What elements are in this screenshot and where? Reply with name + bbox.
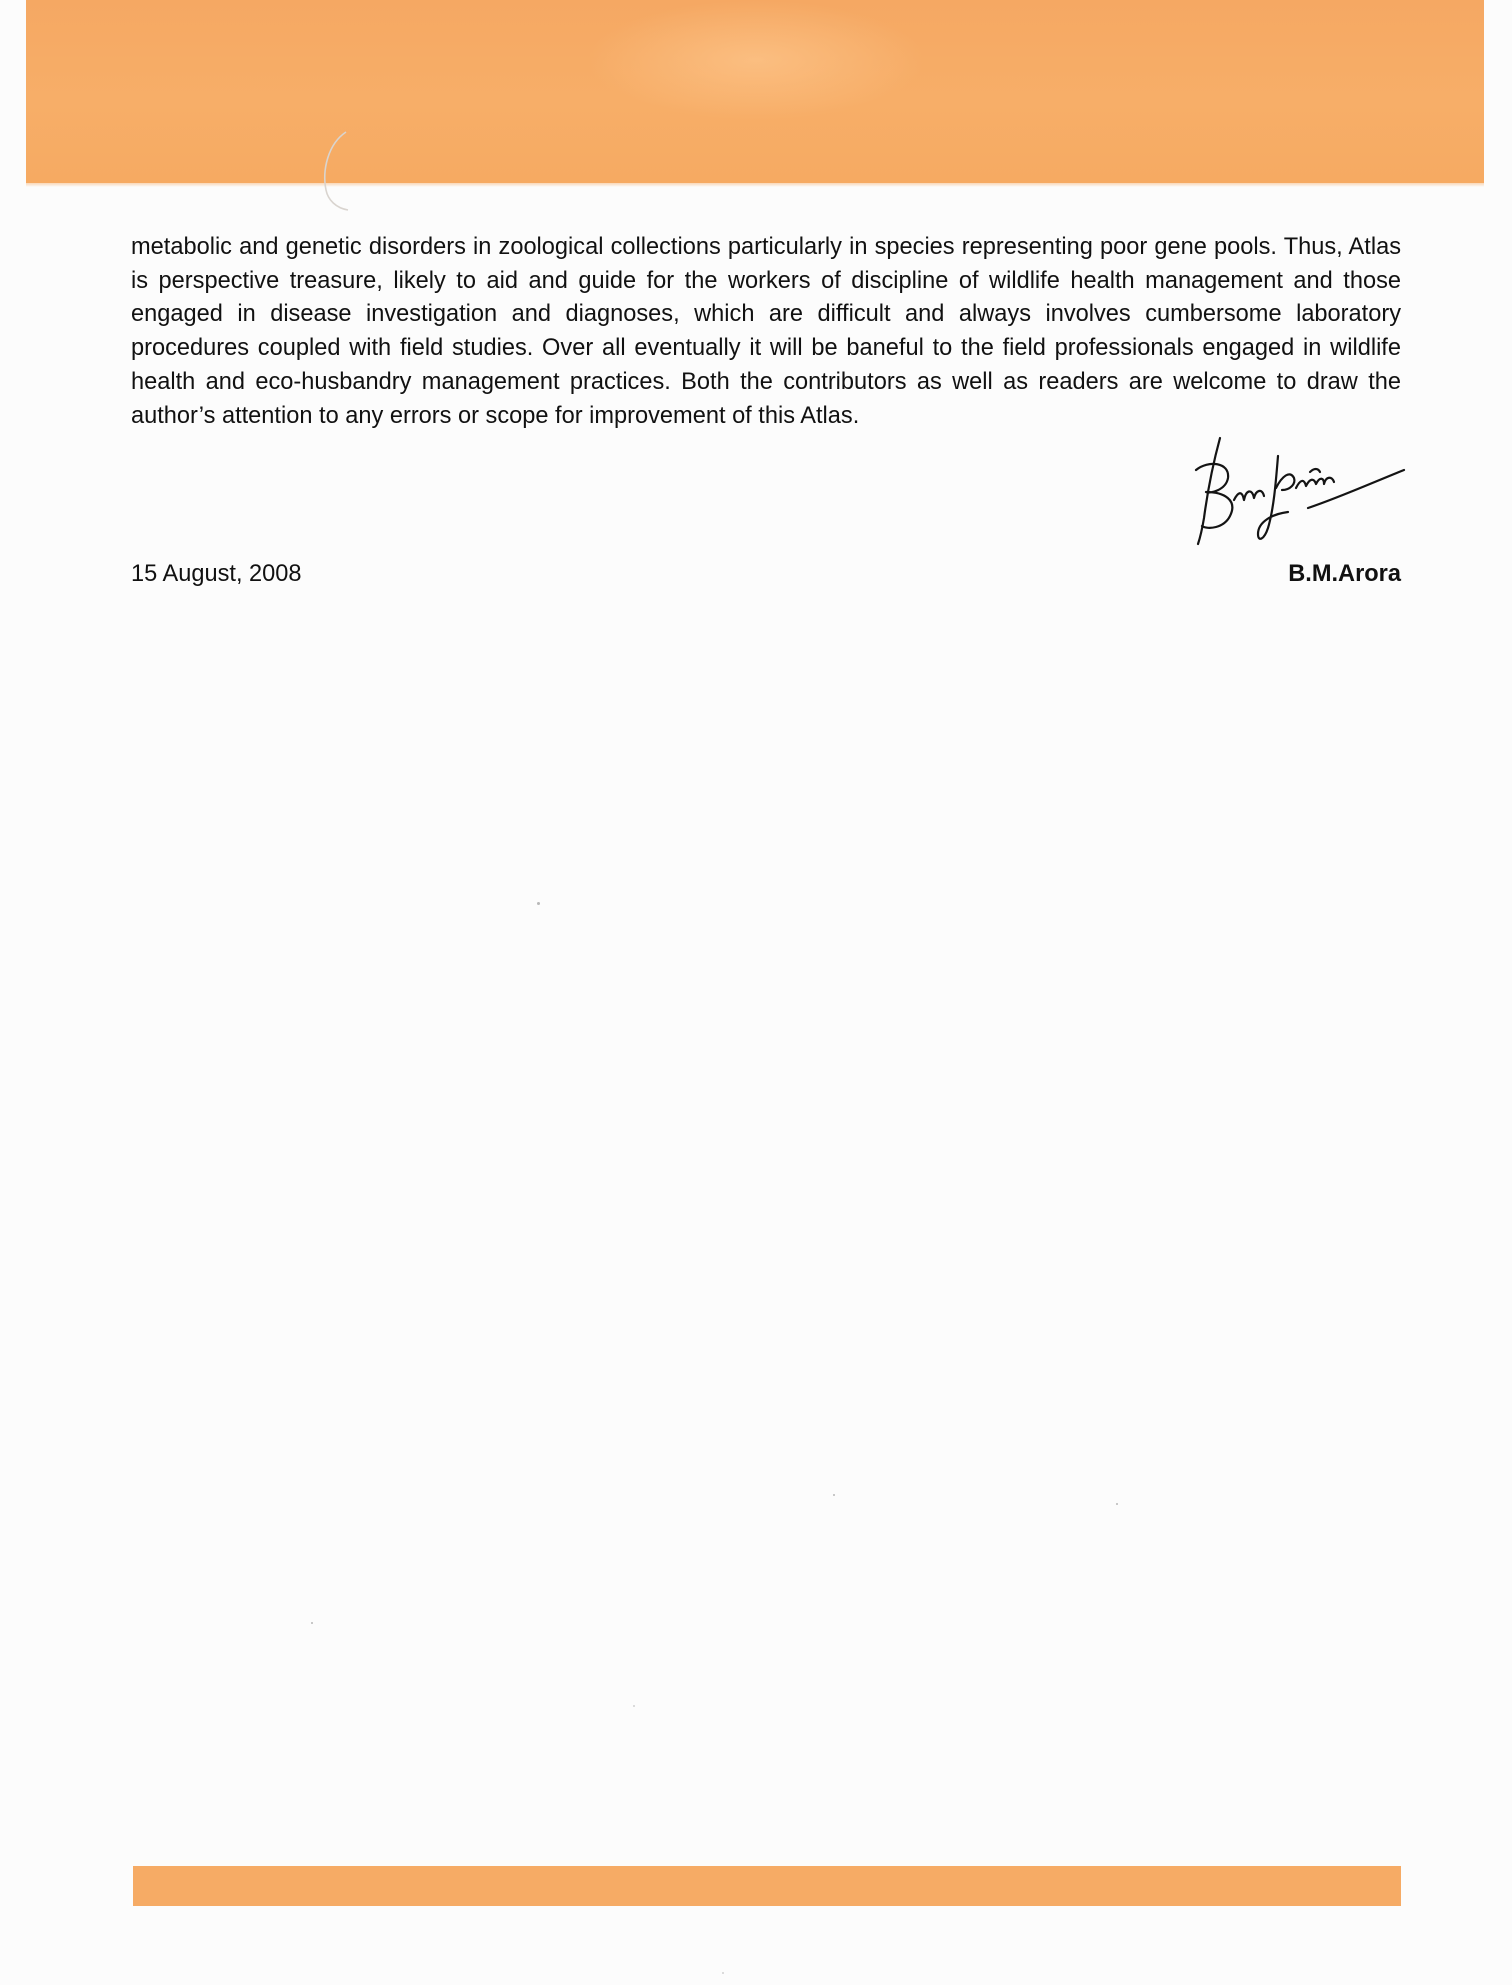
scan-speck	[722, 1972, 724, 1974]
scan-speck	[1116, 1503, 1118, 1505]
header-glow	[586, 0, 926, 120]
scan-curl-mark	[318, 130, 358, 212]
scan-speck	[833, 1494, 835, 1496]
letter-body-paragraph: metabolic and genetic disorders in zoological collections particularly in species representing poor gene pools. Thus, Atlas is perspective treasure, likely to aid and guide for the workers of discipline of wildlife health management and those engaged in disease investigation and diagnoses, which are difficult and always involves cumbersome laboratory procedures coupled with field studies. Over all eventually it will be baneful to the field professionals engaged in wildlife health and eco-husbandry management practices. Both the contributors as well as readers are welcome to draw the author’s attention to any errors or scope for improvement of this Atlas.	[131, 234, 1401, 429]
author-name: B.M.Arora	[1288, 561, 1401, 587]
scan-speck	[311, 1622, 313, 1624]
header-color-band	[26, 0, 1484, 183]
footer-color-band	[133, 1866, 1401, 1906]
scan-speck	[537, 902, 540, 905]
letter-date: 15 August, 2008	[131, 561, 302, 587]
header-band-edge	[26, 183, 1484, 187]
author-signature	[1178, 430, 1408, 548]
scan-speck	[633, 1705, 635, 1707]
